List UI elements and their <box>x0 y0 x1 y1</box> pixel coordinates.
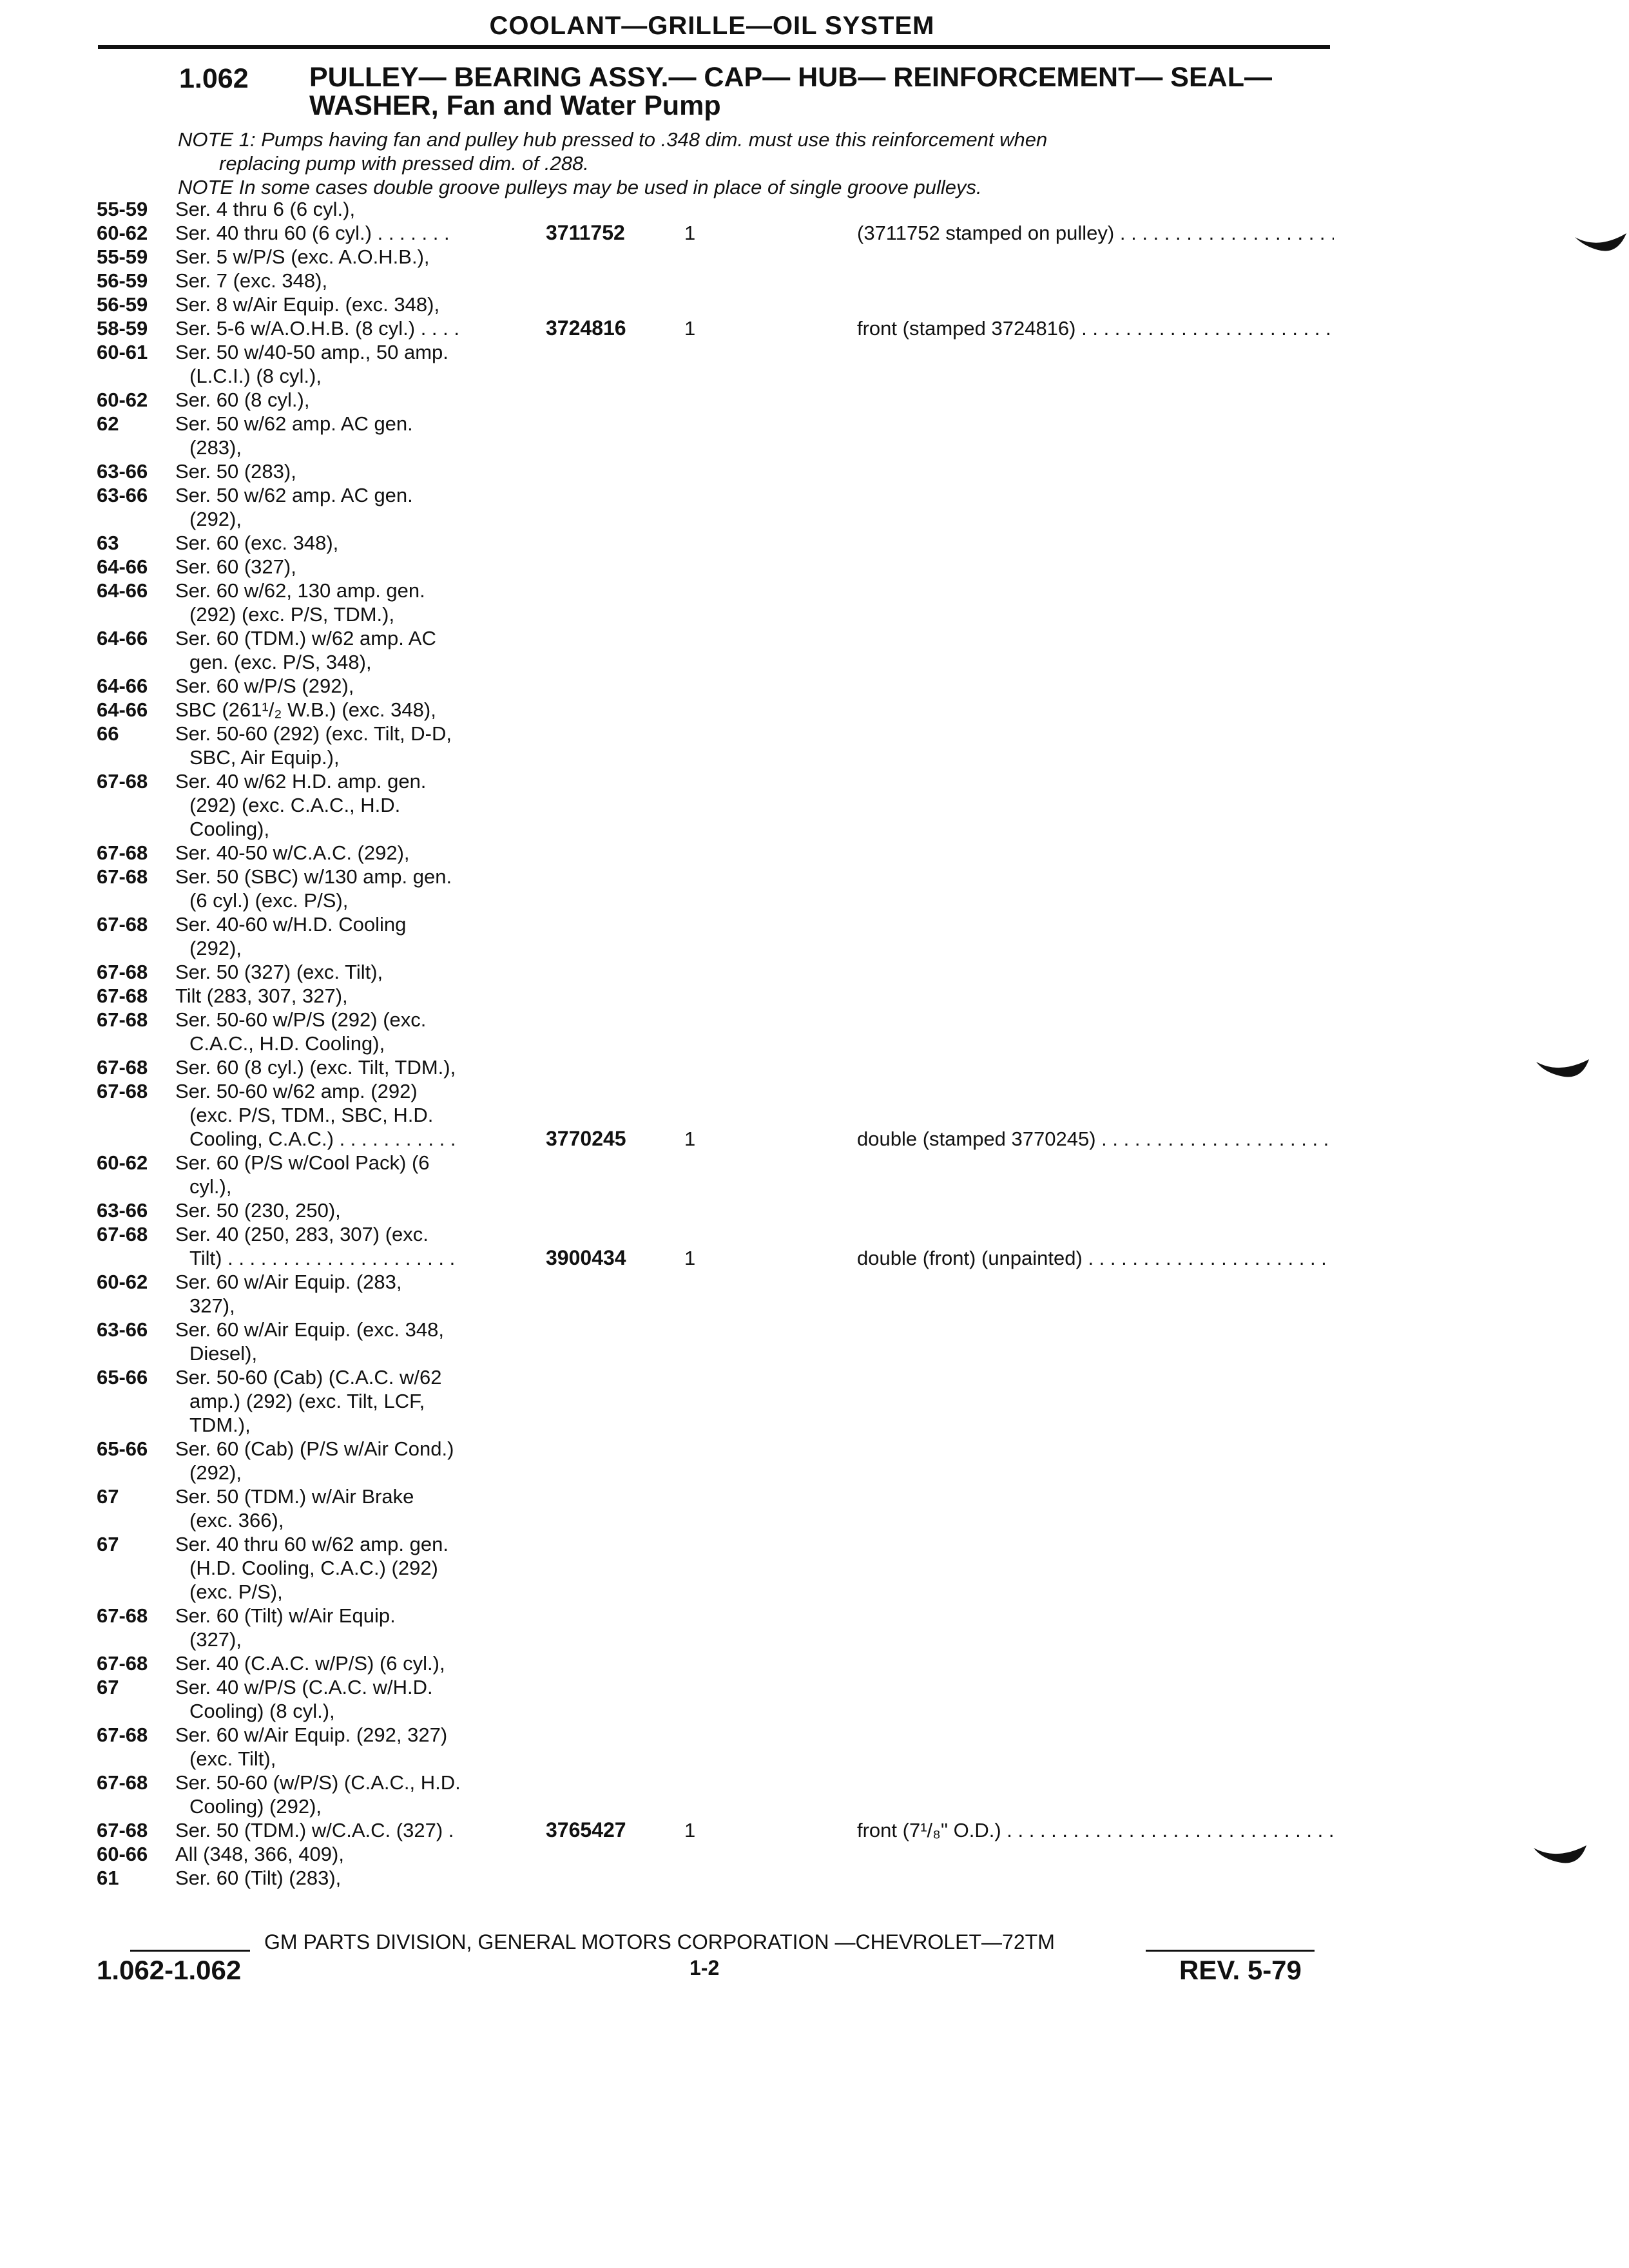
application-line: Ser. 50-60 (w/P/S) (C.A.C., H.D. <box>175 1771 461 1794</box>
application-line: (exc. 366), <box>189 1509 284 1532</box>
parts-row <box>97 483 1340 531</box>
model-years: 61 <box>97 1867 119 1889</box>
parts-row <box>97 1318 1340 1365</box>
application-line: (exc. Tilt), <box>189 1747 276 1770</box>
parts-row <box>97 912 1340 960</box>
application-line: Ser. 60 (327), <box>175 555 296 578</box>
model-years: 63-66 <box>97 484 148 506</box>
part-description <box>857 221 1334 245</box>
application-line: Ser. 50 (283), <box>175 460 296 483</box>
application-line: Ser. 60 w/Air Equip. (283, <box>175 1271 402 1293</box>
parts-row <box>97 1675 1340 1723</box>
application-description <box>175 483 607 531</box>
application-description <box>175 269 607 293</box>
application-line: Ser. 50-60 w/62 amp. (292) <box>175 1080 418 1102</box>
parts-row <box>97 412 1340 459</box>
model-years: 67-68 <box>97 1008 148 1031</box>
application-line: Ser. 4 thru 6 (6 cyl.), <box>175 198 356 220</box>
model-years: 64-66 <box>97 698 148 721</box>
parts-row <box>97 579 1340 626</box>
section-title: PULLEY— BEARING ASSY.— CAP— HUB— REINFORCEMENT— SEAL— WASHER, Fan and Water Pump <box>309 62 1272 121</box>
application-description <box>175 626 607 674</box>
model-years: 60-61 <box>97 341 148 363</box>
application-description <box>175 1771 607 1818</box>
application-description <box>175 221 607 245</box>
part-number: 3711752 <box>546 221 625 244</box>
application-line: Ser. 40 w/62 H.D. amp. gen. <box>175 770 427 793</box>
application-line: SBC, Air Equip.), <box>189 746 340 769</box>
parts-row <box>97 531 1340 555</box>
model-years: 64-66 <box>97 579 148 602</box>
application-line: Ser. 50 (327) (exc. Tilt), <box>175 961 383 983</box>
application-line: Ser. 50-60 (Cab) (C.A.C. w/62 <box>175 1366 442 1389</box>
part-description <box>857 316 1334 340</box>
application-line: Ser. 40 thru 60 w/62 amp. gen. <box>175 1533 448 1555</box>
application-description <box>175 1008 607 1055</box>
model-years: 65-66 <box>97 1437 148 1460</box>
model-years: 67-68 <box>97 865 148 888</box>
application-line: (exc. P/S), <box>189 1581 283 1603</box>
parts-row <box>97 1151 1340 1198</box>
part-description <box>857 1127 1334 1151</box>
application-description <box>175 960 607 984</box>
part-description-text: double (front) (unpainted) . . . <box>857 1247 1334 1269</box>
application-description <box>175 1222 607 1270</box>
quantity: 1 <box>684 222 696 244</box>
model-years: 67-68 <box>97 841 148 864</box>
application-line: Cooling) (292), <box>189 1795 322 1818</box>
part-description-text: front (stamped 3724816) . . . <box>857 317 1334 340</box>
application-line: Ser. 60 (Tilt) w/Air Equip. <box>175 1604 396 1627</box>
parts-row <box>97 1198 1340 1222</box>
application-line: (283), <box>189 436 242 459</box>
part-number: 3765427 <box>546 1818 626 1841</box>
application-description <box>175 459 607 483</box>
application-line: (292) (exc. C.A.C., H.D. <box>189 794 401 816</box>
parts-list <box>97 197 1340 1890</box>
parts-row <box>97 316 1340 340</box>
part-description <box>857 1246 1334 1270</box>
application-description <box>175 412 607 459</box>
application-description <box>175 698 607 722</box>
application-line: Ser. 60 w/P/S (292), <box>175 675 354 697</box>
application-description <box>175 912 607 960</box>
application-line: Cooling), <box>189 818 270 840</box>
parts-row <box>97 1079 1340 1151</box>
model-years: 62 <box>97 412 119 435</box>
parts-row <box>97 1771 1340 1818</box>
application-line: Ser. 60 (8 cyl.), <box>175 389 310 411</box>
parts-row <box>97 1485 1340 1532</box>
part-description-text: double (stamped 3770245) . . . <box>857 1128 1334 1150</box>
application-line: Tilt (283, 307, 327), <box>175 985 348 1007</box>
application-description <box>175 1151 607 1198</box>
model-years: 67-68 <box>97 1056 148 1079</box>
model-years: 63-66 <box>97 1318 148 1341</box>
application-line: Ser. 60 (Tilt) (283), <box>175 1867 342 1889</box>
application-description <box>175 1270 607 1318</box>
model-years: 55-59 <box>97 198 148 220</box>
model-years: 63 <box>97 532 119 554</box>
part-description-text: front (7¹/₈" O.D.) . . . <box>857 1819 1334 1841</box>
footer-page-number: 1-2 <box>689 1956 720 1979</box>
parts-row <box>97 1270 1340 1318</box>
application-line: Ser. 50 (230, 250), <box>175 1199 341 1222</box>
application-line: Ser. 60 w/Air Equip. (exc. 348, <box>175 1318 444 1341</box>
application-line: Ser. 40 (C.A.C. w/P/S) (6 cyl.), <box>175 1652 445 1675</box>
application-line: gen. (exc. P/S, 348), <box>189 651 372 673</box>
application-description <box>175 1818 607 1842</box>
model-years: 63-66 <box>97 1199 148 1222</box>
parts-row <box>97 674 1340 698</box>
application-description <box>175 865 607 912</box>
footer-publisher: GM PARTS DIVISION, GENERAL MOTORS CORPORATION —CHEVROLET—72TM <box>264 1930 1055 1954</box>
section-number: 1.062 <box>179 63 249 94</box>
parts-row <box>97 245 1340 269</box>
application-description <box>175 1651 607 1675</box>
parts-row <box>97 269 1340 293</box>
parts-row <box>97 865 1340 912</box>
application-line: Ser. 60 (exc. 348), <box>175 532 339 554</box>
binder-mark <box>1572 231 1629 256</box>
application-line: (327), <box>189 1628 242 1651</box>
application-description <box>175 388 607 412</box>
note-1-line-1: NOTE 1: Pumps having fan and pulley hub pressed to .348 dim. must use this reinforcement when <box>178 128 1048 151</box>
application-description <box>175 555 607 579</box>
model-years: 67-68 <box>97 913 148 936</box>
part-number: 3900434 <box>546 1246 626 1269</box>
application-description <box>175 1437 607 1485</box>
parts-row <box>97 1008 1340 1055</box>
parts-row <box>97 698 1340 722</box>
application-description <box>175 1485 607 1532</box>
note-1 <box>178 128 1047 175</box>
application-description <box>175 1055 607 1079</box>
model-years: 67 <box>97 1485 119 1508</box>
application-description <box>175 293 607 316</box>
application-description <box>175 316 607 340</box>
application-description <box>175 1318 607 1365</box>
application-line: 327), <box>189 1294 235 1317</box>
model-years: 60-62 <box>97 222 148 244</box>
part-description <box>857 1818 1334 1842</box>
application-line: Ser. 40 thru 60 (6 cyl.) . . . . . . . <box>175 222 450 244</box>
application-line: Tilt) . . . . . . . . . . . . . . . . . . . . . <box>189 1247 456 1269</box>
application-line: Ser. 5 w/P/S (exc. A.O.H.B.), <box>175 245 430 268</box>
application-line: Ser. 50 w/40-50 amp., 50 amp. <box>175 341 448 363</box>
application-description <box>175 984 607 1008</box>
application-description <box>175 1675 607 1723</box>
application-description <box>175 841 607 865</box>
model-years: 60-62 <box>97 1271 148 1293</box>
binder-mark <box>1531 1843 1589 1869</box>
page-header-title: COOLANT—GRILLE—OIL SYSTEM <box>489 12 935 40</box>
application-line: Ser. 50 w/62 amp. AC gen. <box>175 412 413 435</box>
application-line: TDM.), <box>189 1414 251 1436</box>
application-line: (292) (exc. P/S, TDM.), <box>189 603 395 626</box>
application-line: Ser. 50-60 w/P/S (292) (exc. <box>175 1008 427 1031</box>
model-years: 63-66 <box>97 460 148 483</box>
application-description <box>175 1198 607 1222</box>
model-years: 66 <box>97 722 119 745</box>
quantity: 1 <box>684 1819 696 1841</box>
parts-row <box>97 340 1340 388</box>
parts-row <box>97 1604 1340 1651</box>
parts-row <box>97 984 1340 1008</box>
application-description <box>175 1079 607 1151</box>
application-line: cyl.), <box>189 1175 232 1198</box>
application-line: Ser. 60 (8 cyl.) (exc. Tilt, TDM.), <box>175 1056 456 1079</box>
application-line: amp.) (292) (exc. Tilt, LCF, <box>189 1390 425 1412</box>
parts-row <box>97 1866 1340 1890</box>
model-years: 67-68 <box>97 1080 148 1102</box>
parts-row <box>97 293 1340 316</box>
application-description <box>175 769 607 841</box>
application-line: Ser. 40 (250, 283, 307) (exc. <box>175 1223 429 1245</box>
application-line: (exc. P/S, TDM., SBC, H.D. <box>189 1104 434 1126</box>
parts-row <box>97 1842 1340 1866</box>
application-description <box>175 1723 607 1771</box>
application-description <box>175 197 607 221</box>
application-line: (292), <box>189 937 242 959</box>
application-line: Ser. 60 w/62, 130 amp. gen. <box>175 579 425 602</box>
application-line: Ser. 40 w/P/S (C.A.C. w/H.D. <box>175 1676 433 1698</box>
parts-row <box>97 722 1340 769</box>
application-description <box>175 245 607 269</box>
application-line: Ser. 60 w/Air Equip. (292, 327) <box>175 1724 448 1746</box>
footer-revision: REV. 5-79 <box>1179 1955 1302 1985</box>
model-years: 67-68 <box>97 1223 148 1245</box>
model-years: 67 <box>97 1533 119 1555</box>
footer-rule-left <box>130 1950 250 1952</box>
model-years: 67-68 <box>97 1604 148 1627</box>
model-years: 55-59 <box>97 245 148 268</box>
model-years: 60-62 <box>97 1151 148 1174</box>
application-line: (L.C.I.) (8 cyl.), <box>189 365 322 387</box>
model-years: 60-62 <box>97 389 148 411</box>
parts-row <box>97 197 1340 221</box>
application-description <box>175 722 607 769</box>
model-years: 67-68 <box>97 985 148 1007</box>
parts-row <box>97 1818 1340 1842</box>
model-years: 67-68 <box>97 770 148 793</box>
application-description <box>175 1604 607 1651</box>
application-description <box>175 340 607 388</box>
application-line: C.A.C., H.D. Cooling), <box>189 1032 385 1055</box>
parts-row <box>97 1437 1340 1485</box>
model-years: 67-68 <box>97 961 148 983</box>
parts-row <box>97 626 1340 674</box>
application-description <box>175 1866 607 1890</box>
application-line: Ser. 7 (exc. 348), <box>175 269 328 292</box>
parts-row <box>97 1055 1340 1079</box>
part-number: 3724816 <box>546 316 626 340</box>
model-years: 56-59 <box>97 269 148 292</box>
application-line: (6 cyl.) (exc. P/S), <box>189 889 349 912</box>
parts-row <box>97 841 1340 865</box>
application-line: Ser. 8 w/Air Equip. (exc. 348), <box>175 293 440 316</box>
parts-row <box>97 221 1340 245</box>
parts-row <box>97 1723 1340 1771</box>
application-description <box>175 1842 607 1866</box>
application-line: Ser. 50 (SBC) w/130 amp. gen. <box>175 865 452 888</box>
footer-range: 1.062-1.062 <box>97 1955 242 1985</box>
application-description <box>175 579 607 626</box>
application-line: Ser. 40-60 w/H.D. Cooling <box>175 913 407 936</box>
binder-mark <box>1534 1057 1592 1082</box>
model-years: 67 <box>97 1676 119 1698</box>
model-years: 56-59 <box>97 293 148 316</box>
application-line: (H.D. Cooling, C.A.C.) (292) <box>189 1557 438 1579</box>
application-line: (292), <box>189 508 242 530</box>
parts-row <box>97 1532 1340 1604</box>
model-years: 60-66 <box>97 1843 148 1865</box>
parts-row <box>97 555 1340 579</box>
parts-row <box>97 459 1340 483</box>
parts-row <box>97 1651 1340 1675</box>
application-line: Ser. 50 (TDM.) w/C.A.C. (327) . <box>175 1819 454 1841</box>
application-description <box>175 1532 607 1604</box>
quantity: 1 <box>684 317 696 340</box>
footer-rule-right <box>1146 1950 1315 1952</box>
application-line: Ser. 60 (TDM.) w/62 amp. AC <box>175 627 436 649</box>
model-years: 67-68 <box>97 1724 148 1746</box>
application-description <box>175 674 607 698</box>
application-line: Ser. 50 (TDM.) w/Air Brake <box>175 1485 414 1508</box>
quantity: 1 <box>684 1128 696 1150</box>
note-1-line-2: replacing pump with pressed dim. of .288. <box>219 152 589 175</box>
model-years: 67-68 <box>97 1652 148 1675</box>
application-line: All (348, 366, 409), <box>175 1843 344 1865</box>
part-number: 3770245 <box>546 1127 626 1150</box>
parts-row <box>97 1222 1340 1270</box>
note-2: NOTE In some cases double groove pulleys may be used in place of single groove pulleys. <box>178 176 982 198</box>
model-years: 64-66 <box>97 555 148 578</box>
application-line: (292), <box>189 1461 242 1484</box>
application-line: Diesel), <box>189 1342 258 1365</box>
header-rule <box>98 45 1330 49</box>
parts-row <box>97 1365 1340 1437</box>
quantity: 1 <box>684 1247 696 1269</box>
application-description <box>175 531 607 555</box>
application-line: SBC (261¹/₂ W.B.) (exc. 348), <box>175 698 436 721</box>
model-years: 64-66 <box>97 627 148 649</box>
model-years: 65-66 <box>97 1366 148 1389</box>
model-years: 67-68 <box>97 1771 148 1794</box>
part-description-text: (3711752 stamped on pulley) . . . <box>857 222 1334 244</box>
application-line: Ser. 40-50 w/C.A.C. (292), <box>175 841 410 864</box>
application-description <box>175 1365 607 1437</box>
application-line: Cooling) (8 cyl.), <box>189 1700 335 1722</box>
application-line: Ser. 60 (Cab) (P/S w/Air Cond.) <box>175 1437 454 1460</box>
application-line: Cooling, C.A.C.) . . . . . . . . . . . <box>189 1128 456 1150</box>
parts-row <box>97 388 1340 412</box>
application-line: Ser. 5-6 w/A.O.H.B. (8 cyl.) . . . . <box>175 317 459 340</box>
application-line: Ser. 50 w/62 amp. AC gen. <box>175 484 413 506</box>
application-line: Ser. 60 (P/S w/Cool Pack) (6 <box>175 1151 430 1174</box>
model-years: 64-66 <box>97 675 148 697</box>
application-line: Ser. 50-60 (292) (exc. Tilt, D-D, <box>175 722 452 745</box>
parts-row <box>97 769 1340 841</box>
parts-row <box>97 960 1340 984</box>
model-years: 67-68 <box>97 1819 148 1841</box>
model-years: 58-59 <box>97 317 148 340</box>
